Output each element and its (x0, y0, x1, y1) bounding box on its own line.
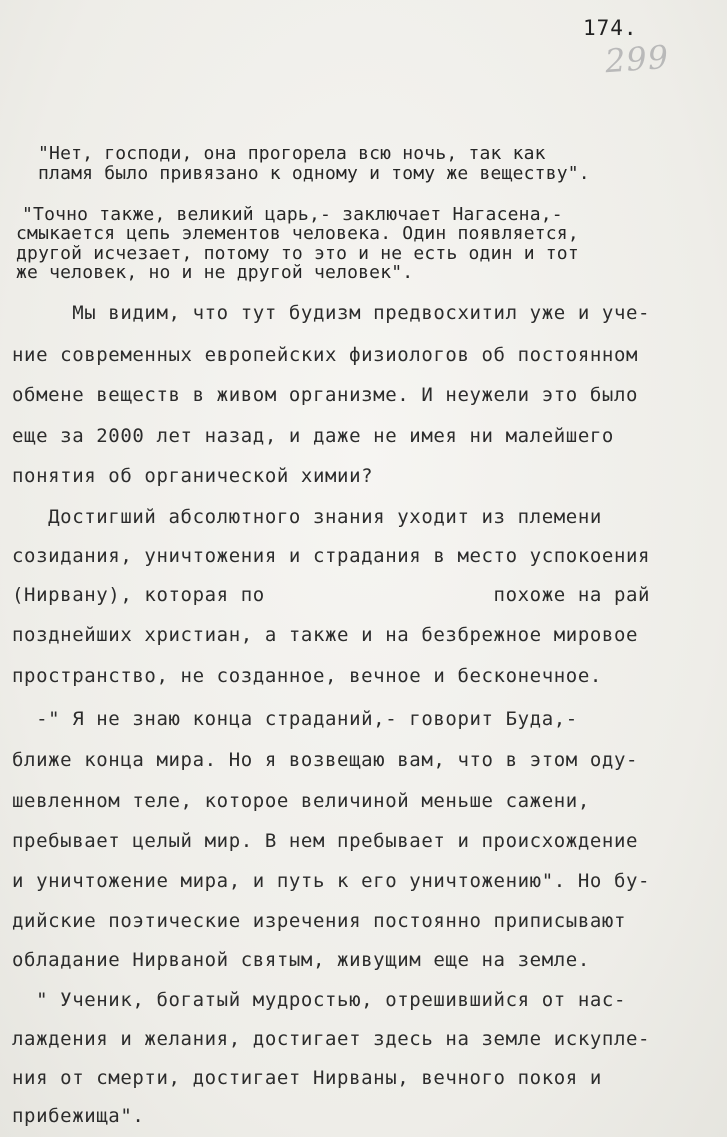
text-line: обладание Нирваной святым, живущим еще на земле. (12, 949, 590, 971)
text-line: еще за 2000 лет назад, и даже не имея ни малейшего (12, 425, 614, 447)
text-line: (Нирвану), которая по похоже на рай (12, 584, 651, 606)
text-line: созидания, уничтожения и страдания в место успокоения (12, 545, 651, 567)
text-line: Мы видим, что тут будизм предвосхитил уже и уче- (12, 302, 651, 324)
text-line: и уничтожение мира, и путь к его уничтожению". Но бу- (12, 870, 651, 892)
page-number: 174. (583, 16, 638, 40)
text-line: ния от смерти, достигает Нирваны, вечного покоя и (12, 1067, 602, 1089)
text-line: пламя было привязано к одному и тому же веществу". (38, 163, 590, 184)
text-line: позднейших христиан, а также и на безбрежное мировое (12, 624, 639, 646)
archive-number-pencil: 299 (603, 37, 671, 81)
text-line: "Точно также, великий царь,- заключает Нагасена,- (22, 204, 563, 225)
text-line: лаждения и желания, достигает здесь на земле искупле- (12, 1028, 651, 1050)
text-line: ближе конца мира. Но я возвещаю вам, что в этом оду- (12, 749, 639, 771)
text-line: ние современных европейских физиологов об постоянном (12, 344, 639, 366)
text-line: шевленном теле, которое величиной меньше сажени, (12, 790, 590, 812)
text-line: прибежища". (12, 1105, 145, 1127)
text-line: "Нет, господи, она прогорела всю ночь, так как (38, 143, 546, 164)
text-line: другой исчезает, потому то это и не есть один и тот (16, 243, 579, 264)
text-line: обмене веществ в живом организме. И неужели это было (12, 384, 639, 406)
text-line: " Ученик, богатый мудростью, отрешившийся от нас- (12, 989, 626, 1011)
text-line: дийские поэтические изречения постоянно приписывают (12, 910, 626, 932)
text-line: -" Я не знаю конца страданий,- говорит Буда,- (12, 708, 578, 730)
text-line: Достигший абсолютного знания уходит из племени (12, 506, 602, 528)
text-line: же человек, но и не другой человек". (16, 262, 414, 283)
text-line: смыкается цепь элементов человека. Один появляется, (16, 223, 579, 244)
text-line: понятия об органической химии? (12, 465, 374, 487)
text-line: пространство, не созданное, вечное и бесконечное. (12, 665, 602, 687)
text-line: пребывает целый мир. В нем пребывает и происхождение (12, 830, 639, 852)
